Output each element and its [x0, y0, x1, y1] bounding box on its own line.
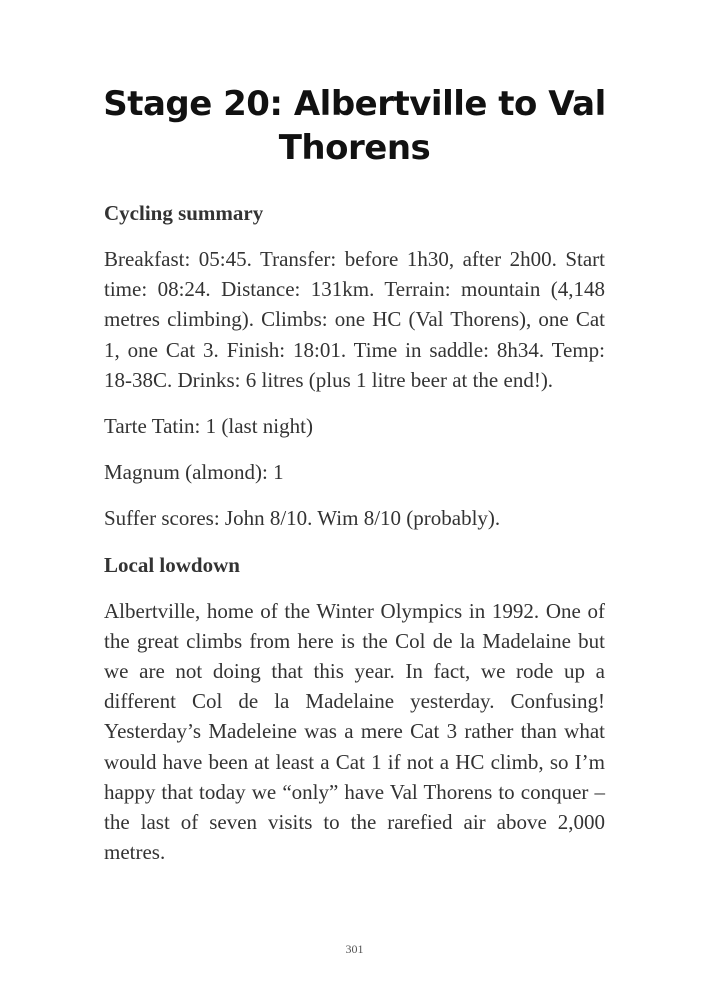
magnum-line: Magnum (almond): 1: [104, 460, 284, 485]
tarte-tatin-line: Tarte Tatin: 1 (last night): [104, 414, 313, 439]
page-number: 301: [345, 942, 364, 956]
page-title: Stage 20: Albertville to Val Thorens: [103, 84, 606, 168]
section-heading-cycling-summary: Cycling summary: [104, 201, 264, 225]
local-lowdown-paragraph: Albertville, home of the Winter Olympics in 1992. One of the great climbs from here is the Col de la Madelaine but we are not doing that this year. In fact, we rode up a different Col de la Madelaine yesterday. Confusing! Yesterday’s Madeleine was a mere Cat 3 rather than what would have been at least a Cat 1 if not a HC climb, so I’m happy that today we “only” have Val Thorens to conquer – the last of seven visits to the rarefied air above 2,000 metres.: [104, 598, 605, 865]
summary-paragraph: Breakfast: 05:45. Transfer: before 1h30, after 2h00. Start time: 08:24. Distance: 131km. Terrain: mountain (4,148 metres climbing). Climbs: one HC (Val Thorens), one Cat 1, one Cat 3. Finish: 18:01. Time in saddle: 8h34. Temp: 18-38C. Drinks: 6 litres (plus 1 litre beer at the end!).: [104, 247, 605, 392]
suffer-scores-line: Suffer scores: John 8/10. Wim 8/10 (probably).: [104, 506, 501, 531]
section-heading-local-lowdown: Local lowdown: [104, 552, 240, 577]
page-content: [104, 82, 605, 883]
